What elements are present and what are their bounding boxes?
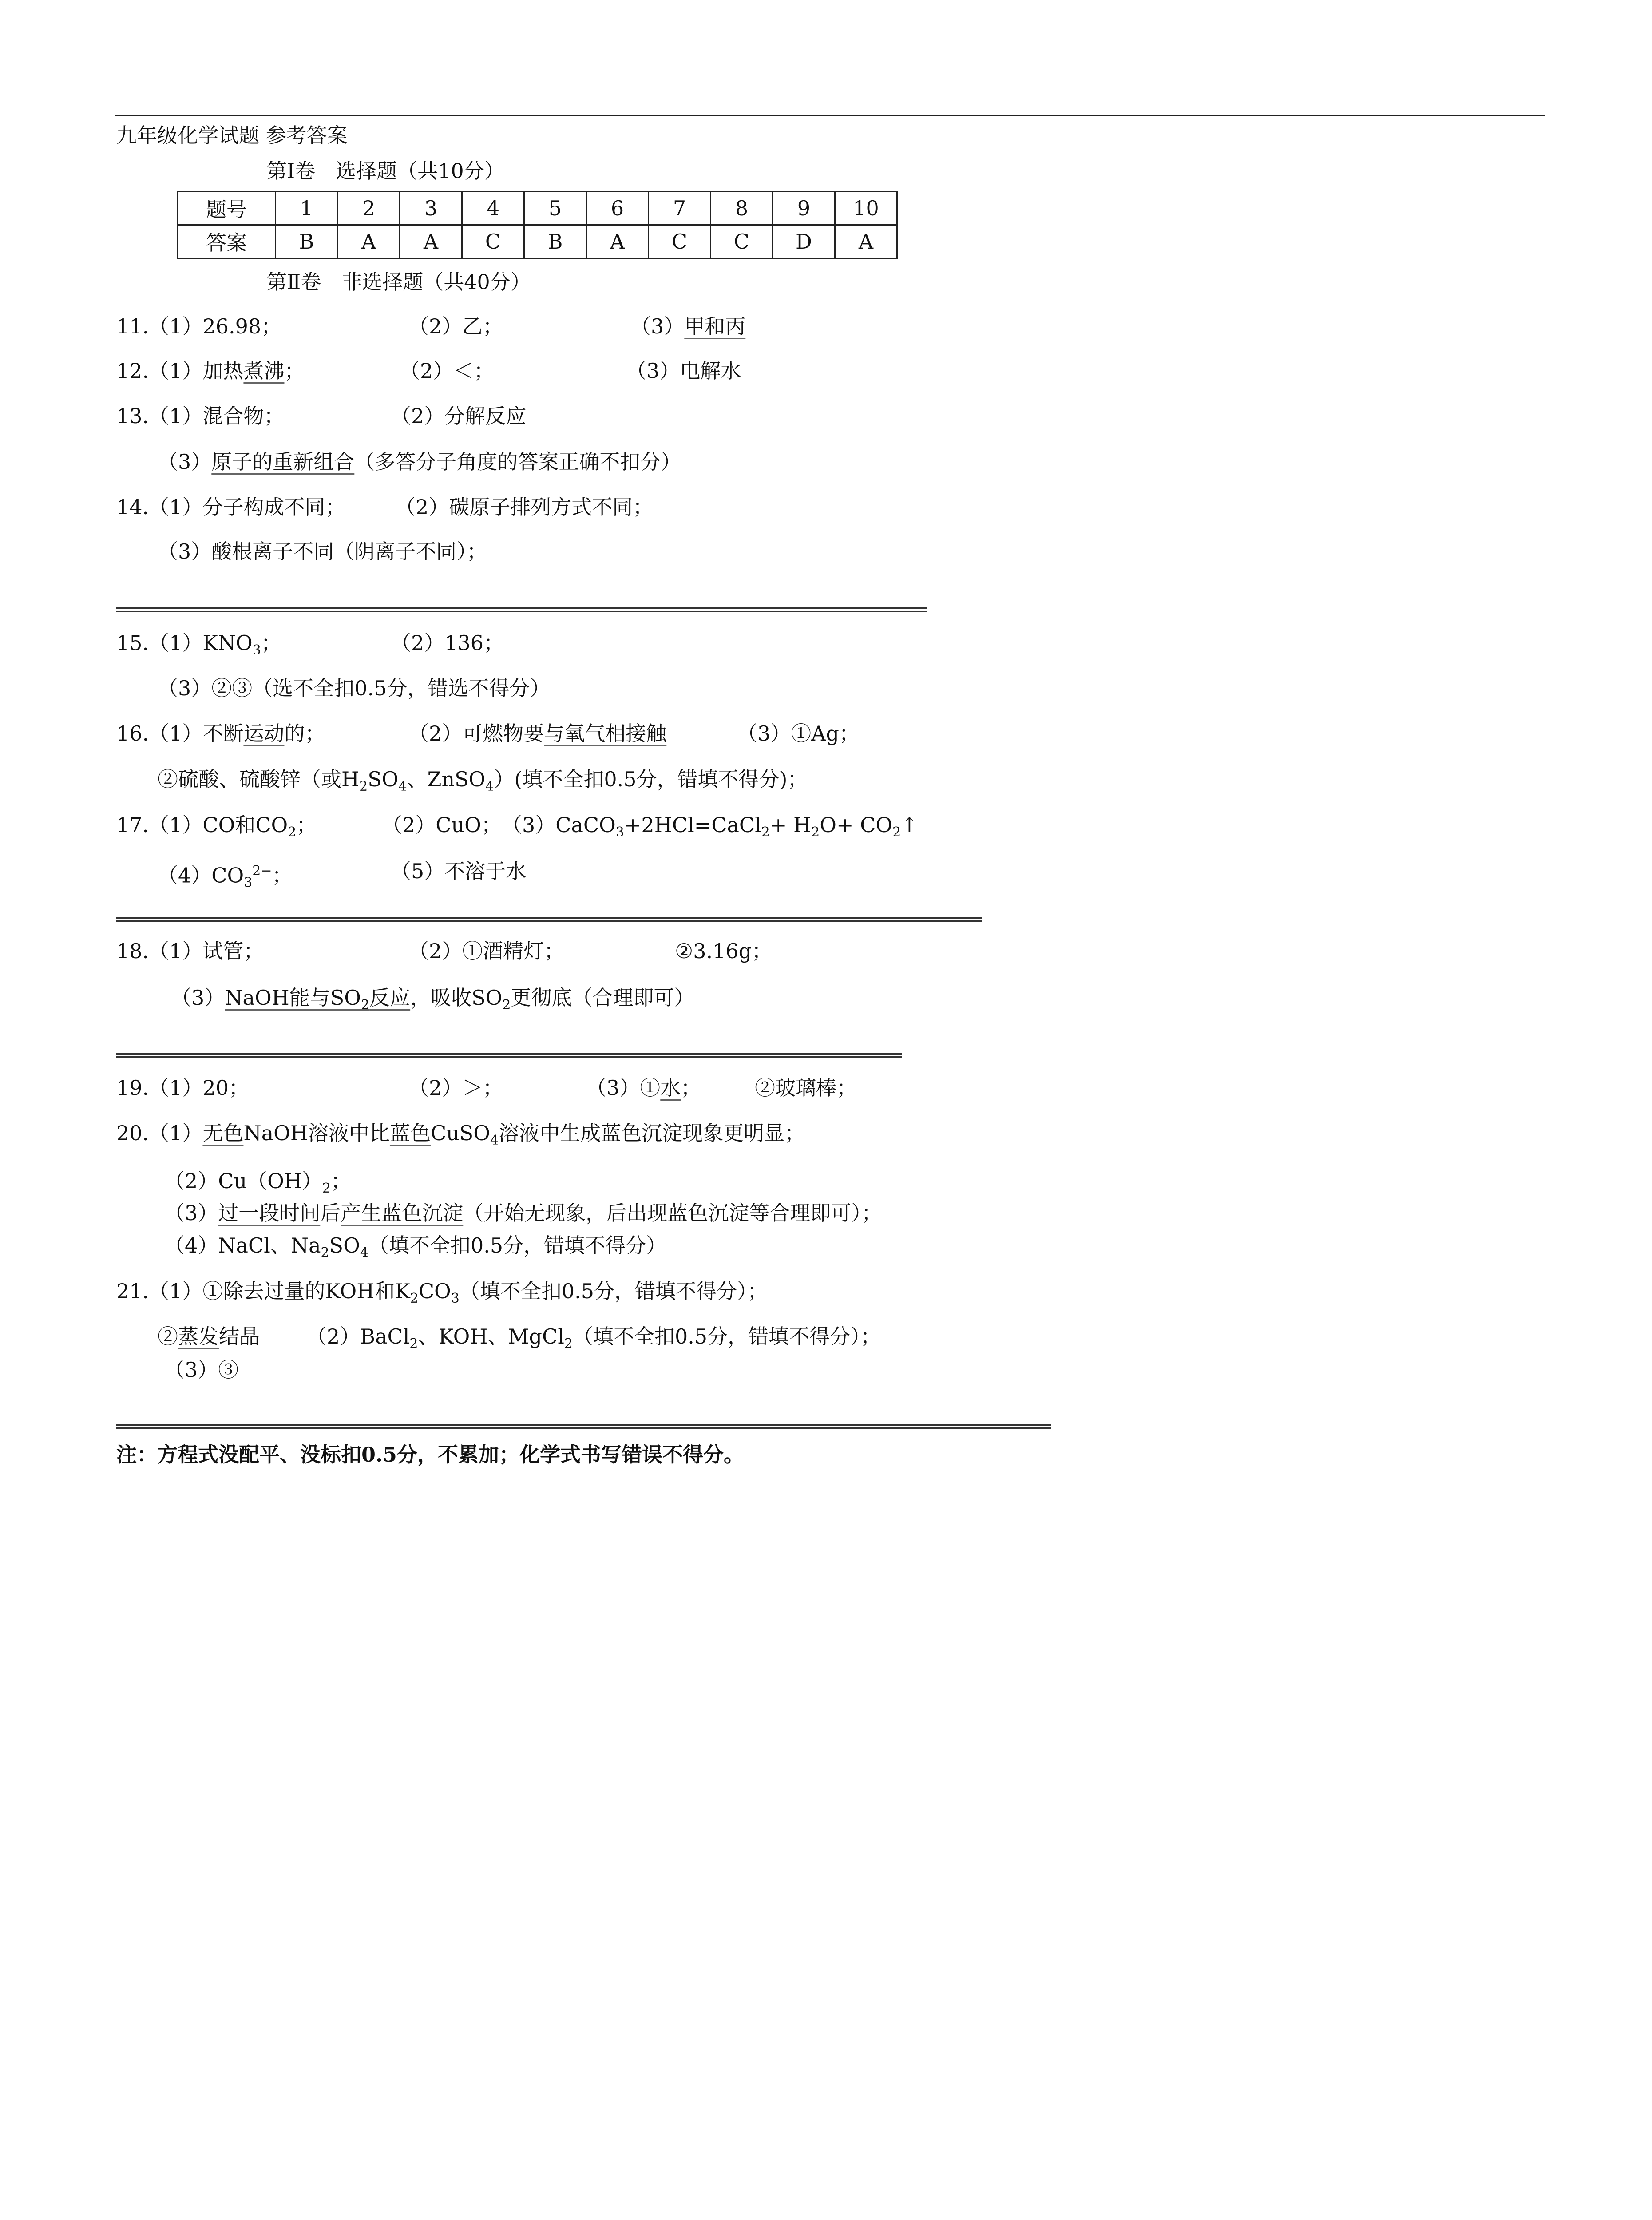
answer-21-2 <box>158 1323 260 1350</box>
table-cell: 6 <box>586 192 649 225</box>
question-number: 21. <box>116 1279 149 1303</box>
answer-part: （1）20； <box>149 1076 249 1100</box>
answer-part: （填不全扣0.5分，错填不得分）； <box>459 1279 768 1303</box>
answer-part: 溶液中生成蓝色沉淀现象更明显； <box>499 1121 805 1145</box>
answer-part: 反应 <box>369 986 411 1010</box>
answer-part: （1）CO和CO <box>149 813 288 837</box>
answer-18-2: （2）①酒精灯； <box>408 939 565 963</box>
answer-part: （2）Cu（OH） <box>164 1169 322 1193</box>
subscript: 4 <box>485 779 494 795</box>
table-cell: 3 <box>400 192 462 225</box>
answer-part: （1）加热 <box>149 359 244 383</box>
answer-part: （2）BaCl <box>306 1324 410 1348</box>
answer-part: ； <box>272 863 293 888</box>
answer-part: 的； <box>284 722 325 745</box>
answer-part: SO <box>329 1233 360 1257</box>
answer-12 <box>116 357 305 384</box>
subscript: 2 <box>322 1181 331 1197</box>
page-title: 九年级化学试题 参考答案 <box>116 123 348 147</box>
table-cell: B <box>524 225 586 258</box>
answer-13-3 <box>158 448 681 475</box>
answer-part: CuSO <box>430 1121 490 1145</box>
answer-19 <box>116 1074 249 1101</box>
answer-17-2: （2）CuO； <box>382 813 502 837</box>
underlined-answer: 蒸发 <box>178 1324 219 1348</box>
answer-table <box>177 191 898 259</box>
answer-part: NaOH溶液中比 <box>243 1121 390 1145</box>
answer-18-3: ②3.16g； <box>675 939 773 963</box>
answer-19-2: （2）＞； <box>408 1076 503 1100</box>
answer-part: ② <box>158 1324 178 1348</box>
subscript: 4 <box>490 1133 499 1149</box>
subscript: 2 <box>811 825 820 840</box>
table-cell: B <box>276 225 338 258</box>
answer-part: （1） <box>149 1121 203 1145</box>
answer-part: SO <box>368 767 399 791</box>
section-divider <box>116 607 927 612</box>
table-cell: 2 <box>338 192 400 225</box>
table-row <box>178 225 897 258</box>
subscript: 2 <box>502 997 511 1013</box>
underlined-answer: 过一段时间 <box>218 1201 321 1225</box>
subscript: 4 <box>360 1245 368 1261</box>
table-cell: 5 <box>524 192 586 225</box>
answer-part: ； <box>261 631 281 655</box>
answer-part: （3）CaCO <box>502 813 616 837</box>
answer-part: （填不全扣0.5分，错填不得分） <box>368 1233 667 1257</box>
answer-part: （开始无现象，后出现蓝色沉淀等合理即可）； <box>463 1201 882 1225</box>
answer-part: （1）KNO <box>149 631 253 655</box>
answer-part: 更彻底（合理即可） <box>511 986 695 1010</box>
answer-part: +2HCl=CaCl <box>624 813 761 837</box>
subscript: 2 <box>564 1336 573 1352</box>
answer-14-2: （2）碳原子排列方式不同； <box>395 495 654 519</box>
answer-13-2: （2）分解反应 <box>391 404 527 428</box>
answer-part: （3） <box>158 450 212 474</box>
answer-part: ； <box>331 1169 352 1193</box>
table-cell: D <box>773 225 835 258</box>
question-number: 11. <box>116 314 149 338</box>
answer-part: ； <box>681 1076 701 1100</box>
table-cell: 1 <box>276 192 338 225</box>
subscript: 2 <box>410 1291 419 1307</box>
table-cell: 9 <box>773 192 835 225</box>
answer-part: 后 <box>320 1201 341 1225</box>
question-number: 19. <box>116 1076 149 1100</box>
table-cell: 10 <box>835 192 897 225</box>
underlined-answer: 蓝色 <box>389 1121 431 1145</box>
question-number: 16. <box>116 722 149 745</box>
answer-part: O+ CO <box>820 813 893 837</box>
table-cell: C <box>649 225 711 258</box>
answer-17-5: （5）不溶于水 <box>391 859 527 883</box>
underlined-answer: 与氧气相接触 <box>544 722 667 745</box>
table-cell: 7 <box>649 192 711 225</box>
answer-20 <box>116 1120 805 1154</box>
answer-part: （1）分子构成不同； <box>149 495 346 519</box>
answer-21-4: （3）③ <box>164 1358 239 1382</box>
question-number: 18. <box>116 939 149 963</box>
question-number: 14. <box>116 495 149 519</box>
answer-19-3 <box>586 1074 701 1101</box>
subscript: 2 <box>288 825 297 840</box>
answer-part: （3）① <box>586 1076 661 1100</box>
subscript: 3 <box>244 875 253 891</box>
answer-part: ； <box>284 359 305 383</box>
subscript: 3 <box>615 825 624 840</box>
question-number: 15. <box>116 631 149 655</box>
answer-part: ； <box>296 813 317 837</box>
section-divider <box>116 917 982 922</box>
answer-19-4: ②玻璃棒； <box>755 1076 857 1100</box>
answer-21 <box>116 1278 768 1312</box>
table-cell: C <box>462 225 524 258</box>
subscript: 2 <box>361 997 370 1013</box>
answer-part: （3） <box>164 1201 218 1225</box>
answer-11-3 <box>630 313 745 340</box>
underlined-answer <box>225 986 411 1013</box>
answer-14-3: （3）酸根离子不同（阴离子不同）； <box>158 539 487 563</box>
subscript: 4 <box>398 779 407 795</box>
grading-note: 注：方程式没配平、没标扣0.5分，不累加；化学式书写错误不得分。 <box>116 1443 745 1467</box>
answer-part: （4）NaCl、Na <box>164 1233 321 1257</box>
answer-part: （4）CO <box>158 863 244 888</box>
answer-part: （多答分子角度的答案正确不扣分） <box>354 450 681 474</box>
answer-11 <box>116 313 281 340</box>
underlined-answer: 产生蓝色沉淀 <box>341 1201 464 1225</box>
table-cell: A <box>400 225 462 258</box>
answer-12-2: （2）＜； <box>400 359 495 383</box>
answer-part: NaOH能与SO <box>225 986 361 1010</box>
table-cell: C <box>711 225 773 258</box>
subscript: 2 <box>409 1336 418 1352</box>
subscript: 3 <box>252 642 261 658</box>
answer-part: 结晶 <box>219 1324 260 1348</box>
table-cell: 4 <box>462 192 524 225</box>
question-number: 13. <box>116 404 149 428</box>
answer-part: ）(填不全扣0.5分，错填不得分)； <box>494 767 808 791</box>
answer-20-3 <box>164 1200 882 1226</box>
answer-part: （1）不断 <box>149 722 244 745</box>
answer-14 <box>116 494 345 520</box>
answer-16-3: （3）①Ag； <box>737 722 860 745</box>
answer-part: （1）混合物； <box>149 404 285 428</box>
underlined-answer: 煮沸 <box>243 359 285 383</box>
underlined-answer: 甲和丙 <box>684 314 746 338</box>
superscript: 2− <box>252 863 272 879</box>
answer-21-3 <box>306 1323 881 1357</box>
answer-12-3: （3）电解水 <box>626 359 741 383</box>
table-header: 答案 <box>178 225 276 258</box>
answer-part: （1）26.98； <box>149 314 282 338</box>
section-divider <box>116 1424 1051 1429</box>
answer-part: （1）①除去过量的KOH和K <box>149 1279 410 1303</box>
answer-15-2: （2）136； <box>391 631 504 655</box>
table-cell: A <box>338 225 400 258</box>
underlined-answer: 运动 <box>243 722 285 745</box>
answer-11-2: （2）乙； <box>408 314 503 338</box>
answer-15 <box>116 630 281 664</box>
part2-heading: 第Ⅱ卷 非选择题（共40分） <box>266 270 531 294</box>
answer-16-3b <box>158 766 808 800</box>
answer-part: ↑ <box>901 813 918 837</box>
underlined-answer: 无色 <box>202 1121 244 1145</box>
answer-20-2 <box>164 1168 351 1202</box>
answer-part: （1）试管； <box>149 939 264 963</box>
question-number: 12. <box>116 359 149 383</box>
answer-18 <box>116 938 264 964</box>
table-cell: A <box>586 225 649 258</box>
answer-18-4 <box>171 984 694 1019</box>
underlined-answer: 水 <box>660 1076 681 1100</box>
answer-part: + H <box>769 813 812 837</box>
answer-part: （3） <box>171 986 225 1010</box>
table-cell: 8 <box>711 192 773 225</box>
subscript: 3 <box>451 1291 460 1307</box>
answer-15-3: （3）②③（选不全扣0.5分，错选不得分） <box>158 676 551 700</box>
question-number: 17. <box>116 813 149 837</box>
answer-16 <box>116 720 325 747</box>
underlined-answer: 原子的重新组合 <box>211 450 355 474</box>
subscript: 2 <box>892 825 901 840</box>
answer-part: 、KOH、MgCl <box>418 1324 564 1348</box>
table-cell: A <box>835 225 897 258</box>
answer-part: 、ZnSO <box>407 767 486 791</box>
answer-part: ，吸收SO <box>410 986 503 1010</box>
answer-part: （2）可燃物要 <box>408 722 544 745</box>
part1-heading: 第Ⅰ卷 选择题（共10分） <box>266 159 505 183</box>
answer-part: CO <box>418 1279 451 1303</box>
question-number: 20. <box>116 1121 149 1145</box>
answer-20-4 <box>164 1232 666 1266</box>
answer-16-2 <box>408 720 666 747</box>
answer-part: （填不全扣0.5分，错填不得分）； <box>573 1324 881 1348</box>
answer-part: ②硫酸、硫酸锌（或H <box>158 767 360 791</box>
section-divider <box>116 1053 902 1058</box>
answer-13 <box>116 403 284 429</box>
top-rule <box>115 115 1545 116</box>
table-header: 题号 <box>178 192 276 225</box>
subscript: 2 <box>761 825 770 840</box>
table-row <box>178 192 897 225</box>
subscript: 2 <box>321 1245 329 1261</box>
answer-17-3 <box>502 812 918 846</box>
answer-17 <box>116 812 317 846</box>
subscript: 2 <box>359 779 368 795</box>
answer-part: （3） <box>630 314 685 338</box>
answer-17-4 <box>158 858 293 896</box>
